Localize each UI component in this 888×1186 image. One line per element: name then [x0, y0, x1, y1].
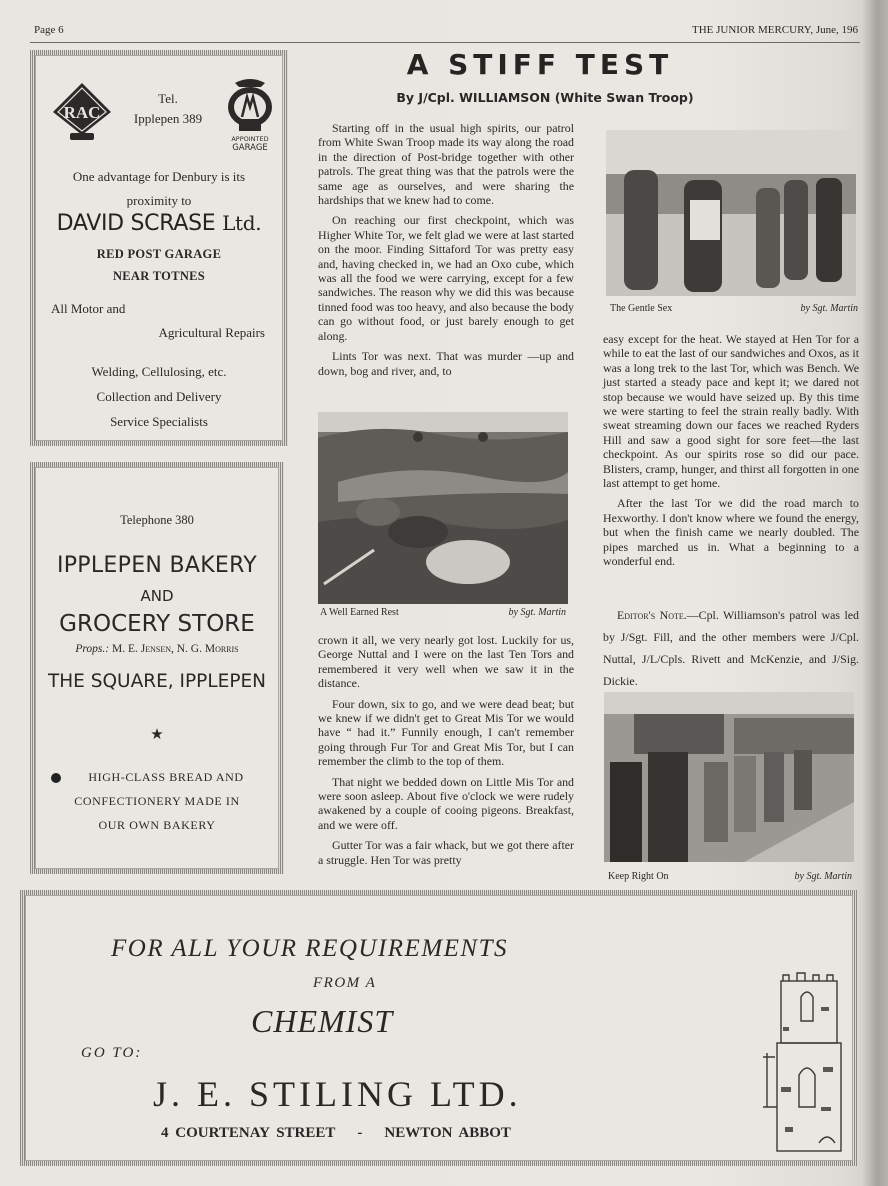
- chemist-address: [161, 1125, 511, 1142]
- props-label: Props.:: [75, 643, 110, 655]
- photo-caption: [610, 303, 858, 314]
- address-line: NEAR TOTNES: [112, 269, 206, 283]
- caption-credit: by Sgt. Martin: [508, 607, 566, 618]
- editors-note-label: Editor's Note.: [617, 608, 687, 622]
- chemist-title: CHEMIST: [251, 1003, 394, 1039]
- article-paragraph: Starting off in the usual high spirits, our patrol from White Swan Troop made its way along the road in the direction of Post-bridge together with other patrols. The great thing was that the patrols were the same age as ourselves, and were sharing the hardships that we knew had to come.: [318, 121, 574, 208]
- bakery-advertisement: [30, 462, 284, 874]
- chemist-business-name: J. E. STILING LTD.: [153, 1074, 522, 1114]
- editors-note: [603, 604, 859, 698]
- star-icon: ★: [150, 727, 164, 743]
- rac-logo-icon: [51, 81, 113, 143]
- tel-number: Ipplepen 389: [133, 111, 203, 126]
- chemist-from: FROM A: [313, 975, 377, 991]
- article-column-1: [318, 121, 574, 384]
- bakery-description: [45, 765, 269, 837]
- chemist-advertisement: [20, 890, 858, 1166]
- description-line: OUR OWN BAKERY: [98, 818, 216, 832]
- pipers-march-photo-icon: [604, 692, 854, 862]
- props-names: M. E. Jensen, N. G. Morris: [111, 643, 239, 655]
- bakery-and: AND: [140, 587, 174, 605]
- article-paragraph: crown it all, we very nearly got lost. Luckily for us, George Nuttal and I were on the last Ten Tors and remembered it very well when we saw it in the distance.: [318, 633, 574, 691]
- article-column-2: [603, 332, 859, 575]
- service-line: All Motor and: [51, 301, 126, 316]
- svg-text:APPOINTED: APPOINTED: [231, 135, 269, 143]
- article-paragraph: On reaching our first checkpoint, which was Higher White Tor, we felt glad we were at last started on the moor. Finding Sittaford Tor was pretty easy and, having checked in, we had an Oxo cube, which was all the food we were carrying, except for a few sandwiches. The reason why we did this was because tinned food was too heavy, and also because the body can go without food, or just barely enough to get along.: [318, 213, 574, 343]
- article-column-1b: [318, 633, 574, 873]
- bakery-address: THE SQUARE, IPPLEPEN: [47, 671, 267, 692]
- article-paragraph: Gutter Tor was a fair whack, but we got there after a struggle. Hen Tor was pretty: [318, 838, 574, 867]
- photo-gentle-sex: [606, 130, 856, 296]
- description-line: HIGH-CLASS BREAD AND: [88, 770, 244, 784]
- garage-telephone: [115, 89, 221, 129]
- address-line: RED POST GARAGE: [96, 247, 222, 261]
- caption-title: The Gentle Sex: [610, 303, 673, 314]
- garage-advertisement: [30, 50, 288, 446]
- service-line: Collection and Delivery: [96, 389, 222, 404]
- aa-logo-icon: [223, 75, 277, 153]
- photo-well-earned-rest: [318, 412, 568, 604]
- service-list: [35, 359, 283, 434]
- moorland-rest-photo-icon: [318, 412, 568, 604]
- article-paragraph: After the last Tor we did the road march to Hexworthy. I don't know where we found the energy, but when the finish came we nearly doubled. The pipes marched us in. What a beginning to a wonderful end.: [603, 496, 859, 569]
- service-line: Agricultural Repairs: [158, 325, 265, 340]
- service-line: Welding, Cellulosing, etc.: [91, 364, 227, 379]
- business-suffix: Ltd.: [222, 211, 262, 235]
- caption-title: A Well Earned Rest: [320, 607, 399, 618]
- chemist-street: 4 COURTENAY STREET: [161, 1125, 336, 1141]
- intro-line: One advantage for Denbury is its: [72, 169, 246, 184]
- photo-keep-right-on: [604, 692, 854, 862]
- garage-business-name: [35, 211, 283, 236]
- garage-address: [35, 243, 283, 287]
- photo-caption: [608, 871, 852, 882]
- photo-caption: [320, 607, 566, 618]
- garage-intro: [35, 165, 283, 213]
- bakery-proprietors: [35, 643, 279, 655]
- page-gutter-shadow: [862, 0, 888, 1186]
- address-separator: -: [357, 1125, 363, 1141]
- running-header: [34, 24, 858, 40]
- description-line: CONFECTIONERY MADE IN: [74, 794, 240, 808]
- bakery-store-name: GROCERY STORE: [59, 611, 255, 637]
- page-number: Page 6: [34, 24, 64, 36]
- bakery-telephone: Telephone 380: [120, 513, 194, 527]
- business-name: DAVID SCRASE: [56, 211, 216, 236]
- chemist-go-to: GO TO:: [81, 1045, 143, 1061]
- caption-credit: by Sgt. Martin: [794, 871, 852, 882]
- article-paragraph: easy except for the heat. We stayed at Hen Tor for a while to eat the last of our sandwiches and Oxos, as it was a long trek to the last Tor, which was Bench. We just started a steady pace and kept it; we dared not stop because we would have seized up. By this time we were starting to feel the strain really badly. With sweat streaming down our faces we reached Ryders Hill and saw a good sight for sore feet—the last checkpoint. As our spirits rose so did our pace. Blisters, cramp, hunger, and thirst all forgotten in one last attempt to get home.: [603, 332, 859, 491]
- tel-label: Tel.: [158, 91, 178, 106]
- chemist-town: NEWTON ABBOT: [384, 1125, 511, 1141]
- bakery-name: IPPLEPEN BAKERY: [56, 553, 258, 578]
- publication-title: THE JUNIOR MERCURY, June, 196: [691, 24, 858, 36]
- header-rule: [30, 42, 860, 43]
- chemist-headline: FOR ALL YOUR REQUIREMENTS: [111, 935, 508, 962]
- caption-credit: by Sgt. Martin: [800, 303, 858, 314]
- svg-text:RAC: RAC: [63, 103, 101, 122]
- article-title: A STIFF TEST: [406, 48, 674, 81]
- article-paragraph: Four down, six to go, and we were dead beat; but we knew if we didn't get to Great Mis Tor we would have “ had it.” Funnily enough, I can't remember going through Fur Tor and Great Mis Tor, but I can remember the climb to the top of them.: [318, 696, 574, 769]
- intro-line: proximity to: [126, 193, 192, 208]
- svg-text:GARAGE: GARAGE: [232, 143, 268, 153]
- article-byline: By J/Cpl. WILLIAMSON (White Swan Troop): [396, 90, 694, 105]
- service-line: Service Specialists: [110, 414, 208, 429]
- walkers-photo-icon: [606, 130, 856, 296]
- church-tower-icon: [761, 957, 853, 1157]
- article-paragraph: That night we bedded down on Little Mis Tor and were soon asleep. About five o'clock we were rudely awakened by a couple of cooing pigeons. Breakfast, and we were off.: [318, 774, 574, 832]
- editors-note-text: —Cpl. Williamson's patrol was led by J/Sgt. Fill, and the other members were J/Cpl. Nuttal, J/L/Cpls. Rivett and McKenzie, and J/Sig. Dickie.: [603, 608, 859, 688]
- caption-title: Keep Right On: [608, 871, 669, 882]
- article-paragraph: Lints Tor was next. That was murder —up and down, bog and river, and, to: [318, 349, 574, 378]
